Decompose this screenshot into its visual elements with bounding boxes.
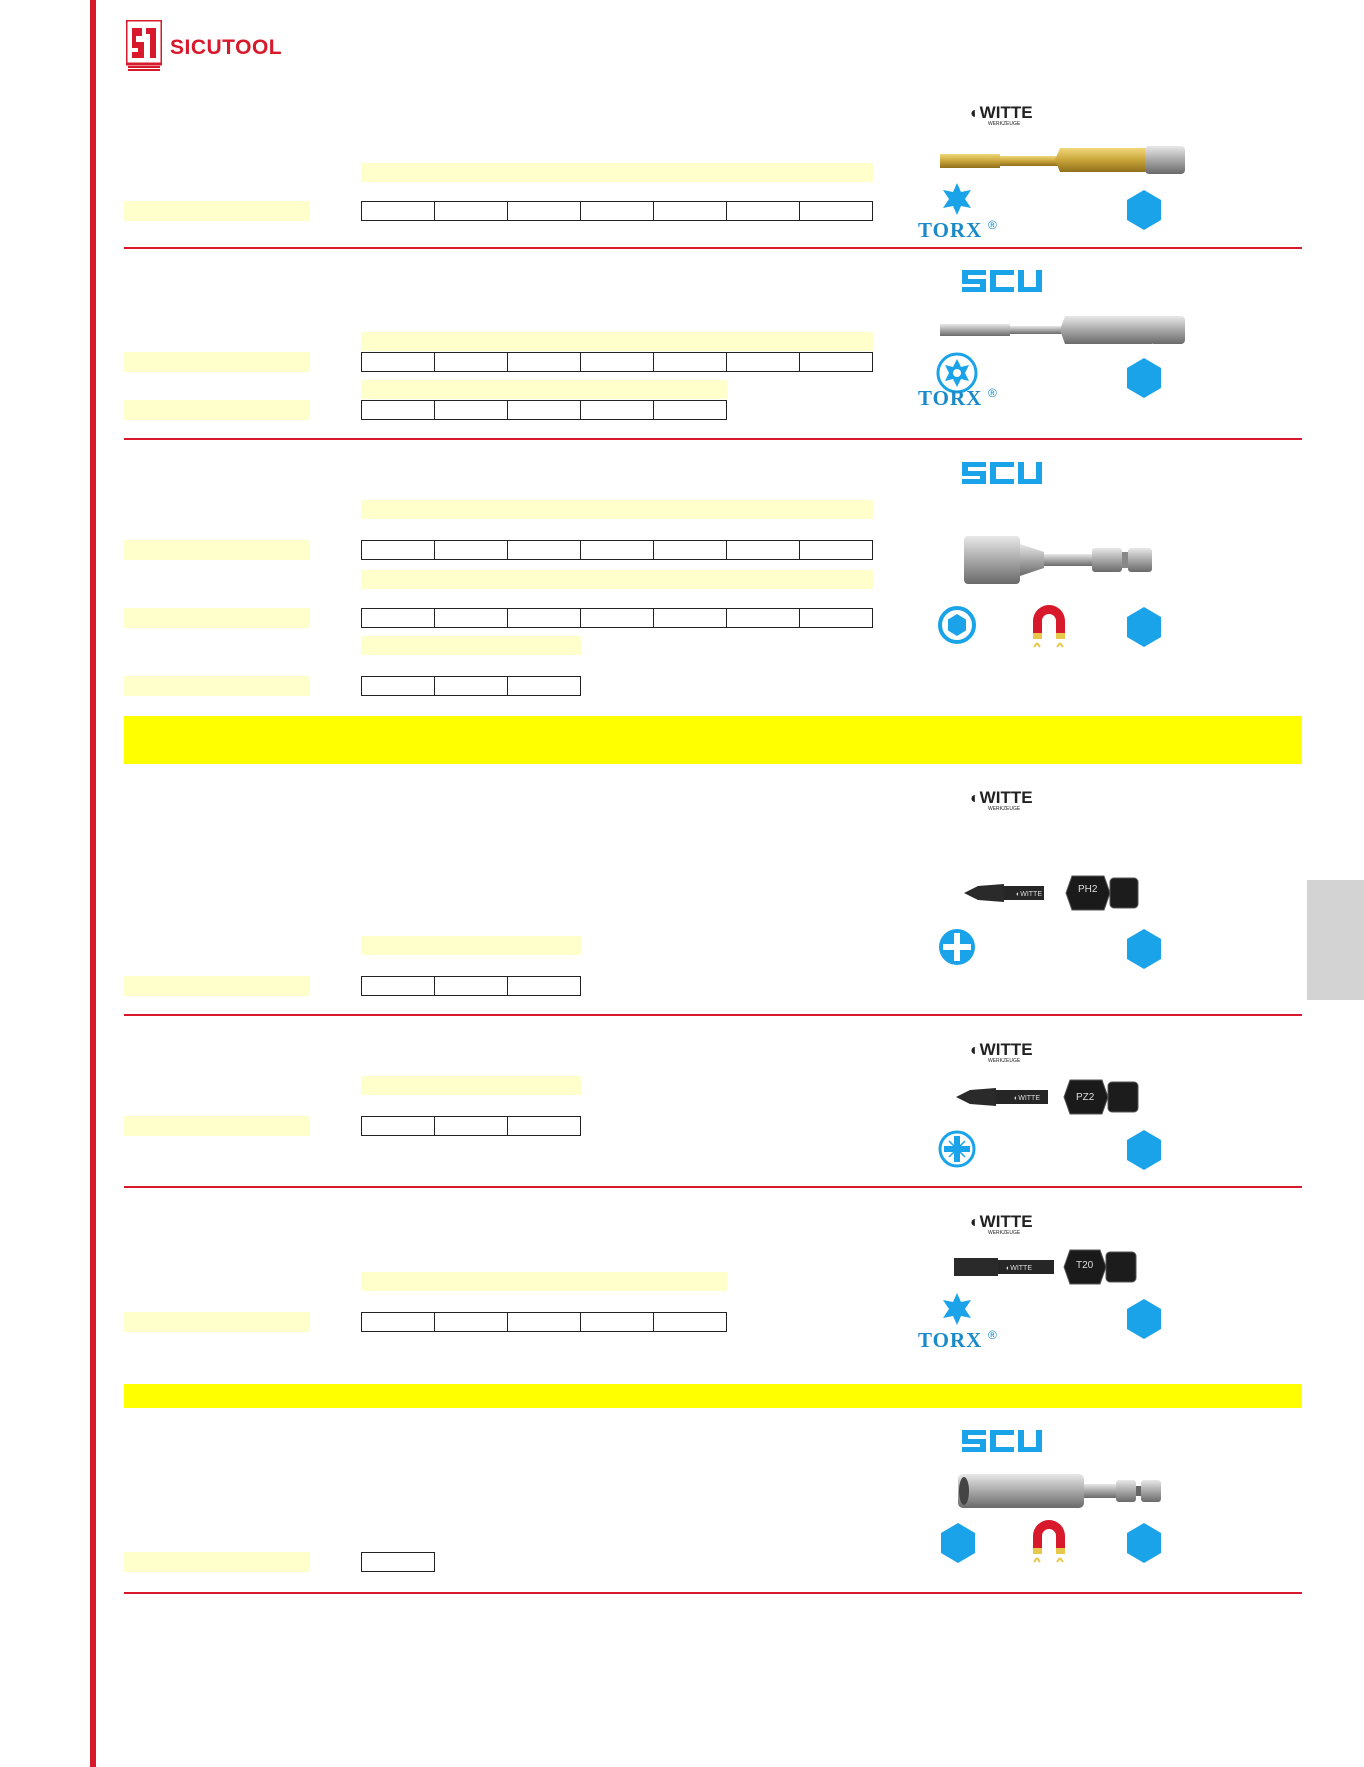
hex-shank-icon bbox=[1126, 1298, 1162, 1340]
torx-star-icon bbox=[940, 182, 974, 216]
left-accent-bar bbox=[90, 0, 96, 1767]
section-divider bbox=[124, 1592, 1302, 1594]
scu-logo bbox=[962, 268, 1044, 294]
value-grid bbox=[361, 676, 581, 696]
row-label bbox=[124, 1116, 310, 1136]
hex-shank-icon bbox=[1126, 1129, 1162, 1171]
hex-shank-icon bbox=[1126, 606, 1162, 648]
torx-label: TORX bbox=[918, 386, 983, 410]
hex-shank-icon bbox=[1126, 928, 1162, 970]
hex-shank-icon bbox=[1126, 1522, 1162, 1564]
table-header bbox=[361, 936, 581, 955]
table-header bbox=[361, 1076, 581, 1095]
table-header bbox=[361, 1272, 727, 1291]
torx-label: TORX bbox=[918, 1328, 983, 1352]
torx-label: TORX bbox=[918, 218, 983, 242]
witte-logo: ◐WITTE WERKZEUGE bbox=[970, 1212, 1033, 1236]
bit-marking: PZ2 bbox=[1076, 1092, 1095, 1103]
row-label bbox=[124, 1312, 310, 1332]
hex-socket-icon bbox=[938, 606, 976, 644]
value-grid bbox=[361, 540, 873, 560]
table-header bbox=[361, 636, 581, 655]
value-grid bbox=[361, 1116, 581, 1136]
torx-star-icon bbox=[940, 1292, 974, 1326]
section-band bbox=[124, 716, 1302, 764]
svg-text:◐WITTE: ◐WITTE bbox=[1014, 1095, 1041, 1102]
section-divider bbox=[124, 247, 1302, 249]
table-header bbox=[361, 570, 873, 589]
magnet-icon bbox=[1029, 603, 1069, 651]
row-label bbox=[124, 540, 310, 560]
hex-shank-icon bbox=[1126, 357, 1162, 399]
torx-impact-bit-image bbox=[954, 1246, 1164, 1288]
value-grid bbox=[361, 201, 873, 221]
pozidriv-icon bbox=[938, 1130, 976, 1168]
value-grid bbox=[361, 1552, 435, 1572]
scu-logo bbox=[962, 460, 1044, 486]
registered-mark-icon: ® bbox=[988, 386, 997, 400]
value-grid bbox=[361, 400, 727, 420]
svg-text:◐WITTE: ◐WITTE bbox=[1006, 1265, 1033, 1272]
phillips-bit-image bbox=[964, 872, 1174, 914]
hex-shank-icon bbox=[1126, 189, 1162, 231]
witte-logo: ◐WITTE WERKZEUGE bbox=[970, 788, 1033, 812]
torx-bit-image bbox=[940, 140, 1190, 180]
bit-holder-image bbox=[958, 1470, 1168, 1512]
row-label bbox=[124, 400, 310, 420]
bit-marking: PH2 bbox=[1078, 884, 1098, 895]
svg-text:◐WITTE: ◐WITTE bbox=[1016, 891, 1043, 898]
witte-logo: ◐WITTE WERKZEUGE bbox=[970, 103, 1033, 127]
value-grid bbox=[361, 976, 581, 996]
value-grid bbox=[361, 608, 873, 628]
value-grid bbox=[361, 1312, 727, 1332]
row-label bbox=[124, 608, 310, 628]
row-label bbox=[124, 976, 310, 996]
row-label bbox=[124, 1552, 310, 1572]
scu-logo bbox=[962, 1428, 1044, 1454]
table-header bbox=[361, 380, 727, 399]
section-band bbox=[124, 1384, 1302, 1408]
side-tab bbox=[1307, 880, 1364, 1000]
witte-logo: ◐WITTE WERKZEUGE bbox=[970, 1040, 1033, 1064]
row-label bbox=[124, 676, 310, 696]
row-label bbox=[124, 352, 310, 372]
registered-mark-icon: ® bbox=[988, 1328, 997, 1342]
brand-name: SICUTOOL bbox=[170, 36, 283, 59]
table-header bbox=[361, 163, 873, 182]
section-divider bbox=[124, 438, 1302, 440]
registered-mark-icon: ® bbox=[988, 218, 997, 232]
pozidriv-bit-image bbox=[956, 1076, 1166, 1118]
table-header bbox=[361, 500, 873, 519]
bit-marking: T20 bbox=[1076, 1260, 1094, 1271]
row-label bbox=[124, 201, 310, 221]
table-header bbox=[361, 332, 873, 351]
magnet-icon bbox=[1029, 1518, 1069, 1566]
phillips-icon bbox=[938, 928, 976, 966]
value-grid bbox=[361, 352, 873, 372]
torx-bit-image bbox=[940, 312, 1190, 348]
section-divider bbox=[124, 1014, 1302, 1016]
nut-setter-image bbox=[964, 534, 1164, 586]
hex-shank-icon bbox=[940, 1522, 976, 1564]
sicutool-logo bbox=[126, 20, 162, 72]
section-divider bbox=[124, 1186, 1302, 1188]
